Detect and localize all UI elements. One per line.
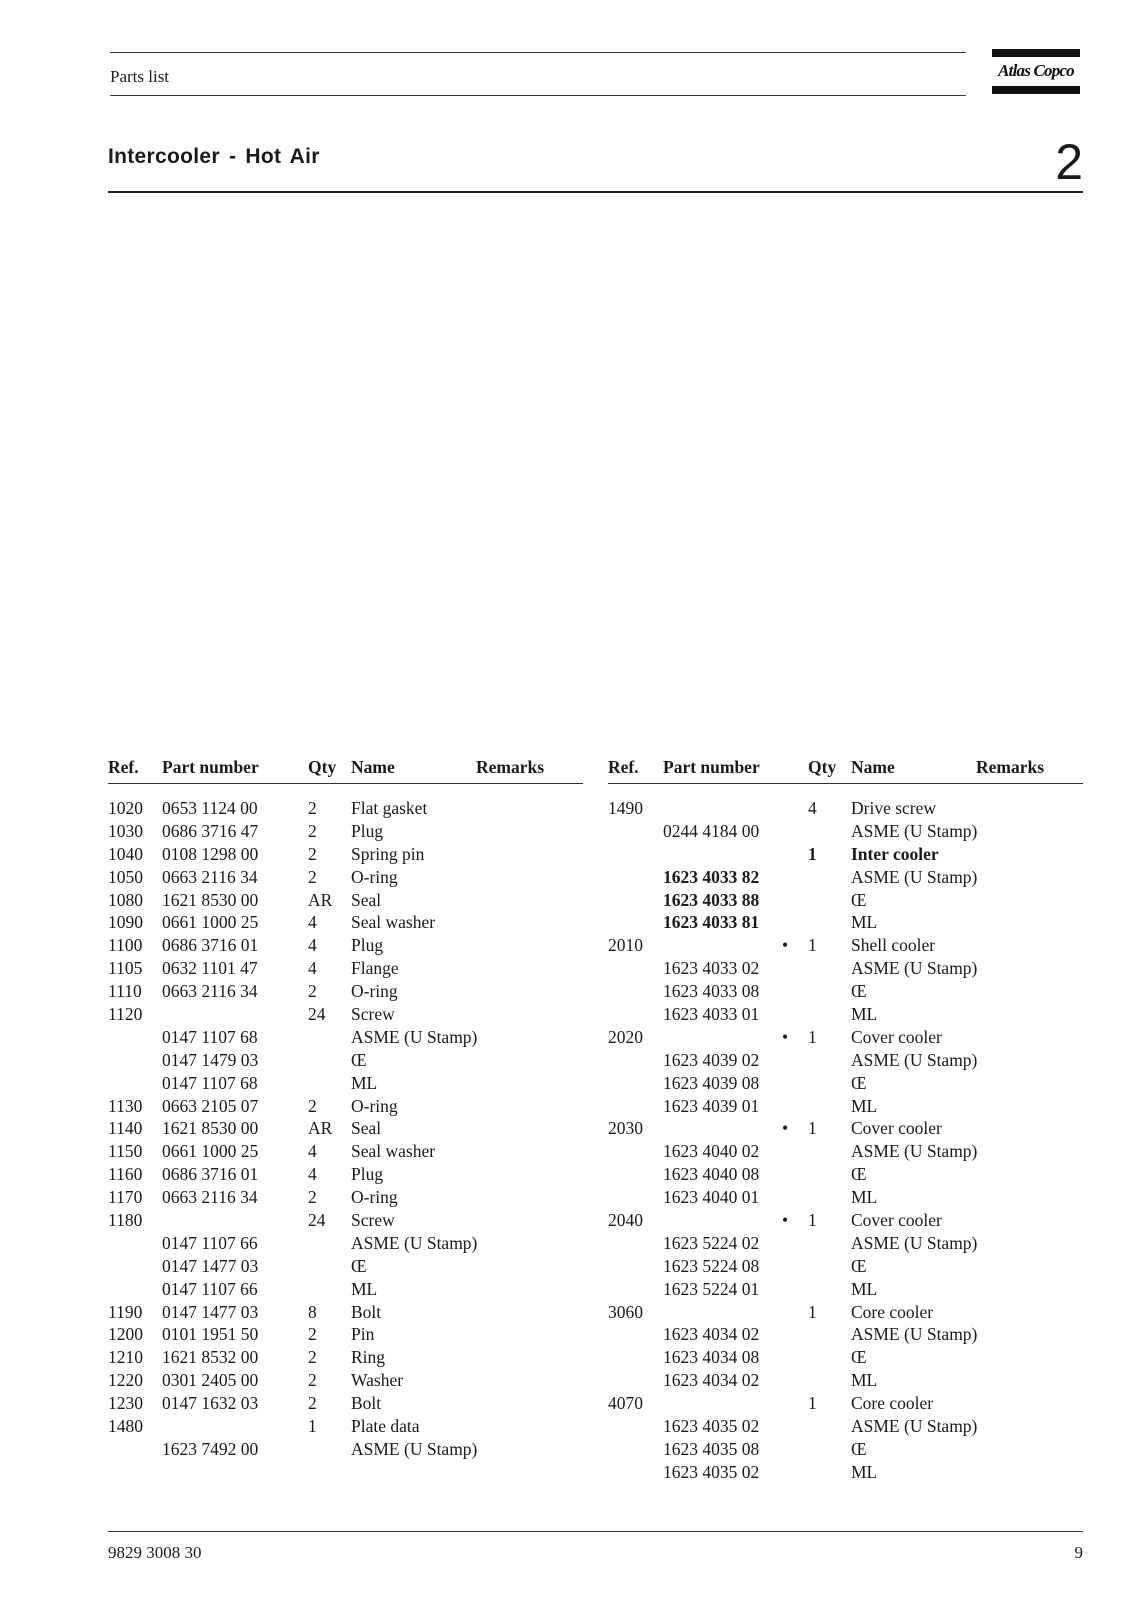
part-number-cell: 1623 4034 02 bbox=[663, 1370, 760, 1391]
ref-cell: 1050 bbox=[108, 866, 143, 887]
qty-cell: 4 bbox=[308, 1164, 317, 1185]
part-number-cell: 0147 1477 03 bbox=[162, 1255, 259, 1276]
name-cell: Pin bbox=[351, 1324, 375, 1345]
ref-cell: 1100 bbox=[108, 935, 143, 956]
name-cell: ML bbox=[851, 912, 878, 933]
name-cell: Ring bbox=[351, 1347, 386, 1368]
name-cell: Cover cooler bbox=[851, 1118, 942, 1139]
qty-cell: 2 bbox=[308, 1347, 317, 1368]
table-row bbox=[108, 821, 583, 844]
name-cell: Plug bbox=[351, 1164, 384, 1185]
col-name: Name bbox=[851, 757, 895, 777]
table-row bbox=[608, 1256, 1083, 1279]
table-row bbox=[608, 1439, 1083, 1462]
name-cell: Screw bbox=[351, 1004, 395, 1025]
col-qty: Qty bbox=[308, 757, 337, 777]
col-remarks: Remarks bbox=[976, 757, 1045, 777]
part-number-cell: 0632 1101 47 bbox=[162, 958, 258, 979]
table-row bbox=[108, 1096, 583, 1119]
name-cell: ML bbox=[351, 1278, 378, 1299]
part-number-cell: 0686 3716 01 bbox=[162, 1164, 259, 1185]
name-cell: Bolt bbox=[351, 1301, 382, 1322]
table-row bbox=[608, 821, 1083, 844]
qty-cell: 4 bbox=[308, 958, 317, 979]
table-row bbox=[608, 981, 1083, 1004]
table-row bbox=[108, 1393, 583, 1416]
part-number-cell: 0147 1107 68 bbox=[162, 1072, 258, 1093]
qty-cell: 1 bbox=[808, 1393, 817, 1414]
part-number-cell: 0686 3716 01 bbox=[162, 935, 259, 956]
table-row bbox=[108, 981, 583, 1004]
part-number-cell: 0661 1000 25 bbox=[162, 1141, 259, 1162]
qty-cell: 1 bbox=[308, 1416, 317, 1437]
qty-cell: 2 bbox=[308, 1393, 317, 1414]
name-cell: ASME (U Stamp) bbox=[851, 1232, 978, 1253]
name-cell: Plug bbox=[351, 820, 384, 841]
table-row bbox=[108, 1370, 583, 1393]
ref-cell: 1190 bbox=[108, 1301, 143, 1322]
qty-cell: 2 bbox=[308, 1187, 317, 1208]
table-row bbox=[608, 1462, 1083, 1485]
table-row bbox=[108, 1187, 583, 1210]
name-cell: Seal washer bbox=[351, 1141, 436, 1162]
name-cell: O-ring bbox=[351, 981, 398, 1002]
name-cell: ASME (U Stamp) bbox=[851, 1141, 978, 1162]
ref-cell: 1490 bbox=[608, 798, 643, 818]
ref-cell: 2010 bbox=[608, 935, 643, 956]
table-row bbox=[108, 1416, 583, 1439]
table-row bbox=[608, 1164, 1083, 1187]
table-row bbox=[608, 1073, 1083, 1096]
name-cell: O-ring bbox=[351, 1095, 398, 1116]
table-row bbox=[108, 1439, 583, 1462]
name-cell: Washer bbox=[351, 1370, 404, 1391]
name-cell: Flange bbox=[351, 958, 399, 979]
part-number-cell: 0147 1477 03 bbox=[162, 1301, 259, 1322]
part-number-cell: 1623 4034 02 bbox=[663, 1324, 760, 1345]
qty-cell: 1 bbox=[808, 935, 817, 956]
qty-cell: 4 bbox=[308, 935, 317, 956]
qty-cell: 1 bbox=[808, 1026, 817, 1047]
part-number-cell: 1623 4035 02 bbox=[663, 1416, 760, 1437]
qty-cell: 2 bbox=[308, 866, 317, 887]
part-number-cell: 1623 4035 08 bbox=[663, 1438, 760, 1459]
table-row bbox=[108, 1302, 583, 1325]
table-row bbox=[608, 1096, 1083, 1119]
qty-cell: 1 bbox=[808, 1118, 817, 1139]
part-number-cell: 1621 8532 00 bbox=[162, 1347, 259, 1368]
name-cell: Œ bbox=[851, 1438, 867, 1459]
name-cell: Œ bbox=[351, 1049, 367, 1070]
part-number-cell: 0147 1479 03 bbox=[162, 1049, 259, 1070]
section-number: 2 bbox=[1055, 134, 1083, 190]
part-number-cell: 1623 7492 00 bbox=[162, 1438, 259, 1459]
name-cell: ML bbox=[351, 1072, 378, 1093]
part-number-cell: 1621 8530 00 bbox=[162, 1118, 259, 1139]
table-row bbox=[608, 1393, 1083, 1416]
qty-cell: AR bbox=[308, 1118, 333, 1139]
ref-cell: 1150 bbox=[108, 1141, 143, 1162]
ref-cell: 1200 bbox=[108, 1324, 143, 1345]
ref-cell: 2040 bbox=[608, 1210, 643, 1231]
part-number-cell: 1623 4033 02 bbox=[663, 958, 760, 979]
qty-cell: 4 bbox=[808, 798, 817, 818]
table-row bbox=[608, 798, 1083, 821]
ref-cell: 2030 bbox=[608, 1118, 643, 1139]
page-number: 9 bbox=[1074, 1543, 1083, 1562]
part-number-cell: 0147 1107 66 bbox=[162, 1278, 258, 1299]
name-cell: ML bbox=[851, 1095, 878, 1116]
part-number-cell: 1623 4034 08 bbox=[663, 1347, 760, 1368]
section-title: Intercooler - Hot Air bbox=[108, 145, 320, 168]
ref-cell: 1130 bbox=[108, 1095, 143, 1116]
table-row bbox=[108, 1164, 583, 1187]
part-number-cell: 0108 1298 00 bbox=[162, 843, 259, 864]
table-row bbox=[608, 1279, 1083, 1302]
part-number-cell: 1623 4040 01 bbox=[663, 1187, 760, 1208]
name-cell: ASME (U Stamp) bbox=[351, 1232, 478, 1253]
table-row bbox=[108, 867, 583, 890]
part-number-cell: 1623 4039 08 bbox=[663, 1072, 760, 1093]
table-row bbox=[108, 912, 583, 935]
ref-cell: 1160 bbox=[108, 1164, 143, 1185]
name-cell: Plug bbox=[351, 935, 384, 956]
qty-cell: 2 bbox=[308, 820, 317, 841]
ref-cell: 1210 bbox=[108, 1347, 143, 1368]
figure-area bbox=[108, 200, 1083, 740]
table-row bbox=[108, 935, 583, 958]
part-number-cell: 1623 4039 01 bbox=[663, 1095, 760, 1116]
name-cell: Shell cooler bbox=[851, 935, 936, 956]
ref-cell: 1230 bbox=[108, 1393, 143, 1414]
table-row bbox=[108, 1347, 583, 1370]
table-row bbox=[608, 1370, 1083, 1393]
name-cell: ASME (U Stamp) bbox=[851, 866, 978, 887]
name-cell: Core cooler bbox=[851, 1393, 934, 1414]
part-number-cell: 1623 5224 02 bbox=[663, 1232, 760, 1253]
name-cell: O-ring bbox=[351, 866, 398, 887]
ref-cell: 1170 bbox=[108, 1187, 143, 1208]
name-cell: ML bbox=[851, 1370, 878, 1391]
name-cell: Cover cooler bbox=[851, 1026, 942, 1047]
bullet-marker: • bbox=[782, 935, 789, 956]
logo-wordmark: Atlas Copco bbox=[998, 61, 1074, 80]
table-row bbox=[108, 1118, 583, 1141]
header-label: Parts list bbox=[110, 67, 170, 86]
col-part-number: Part number bbox=[162, 757, 259, 777]
table-row bbox=[108, 1050, 583, 1073]
qty-cell: 2 bbox=[308, 1370, 317, 1391]
table-row bbox=[108, 844, 583, 867]
name-cell: ASME (U Stamp) bbox=[351, 1026, 478, 1047]
table-row bbox=[608, 1141, 1083, 1164]
ref-cell: 1020 bbox=[108, 798, 143, 818]
part-number-cell: 0147 1107 68 bbox=[162, 1026, 258, 1047]
qty-cell: AR bbox=[308, 889, 333, 910]
table-row bbox=[608, 958, 1083, 981]
name-cell: Screw bbox=[351, 1210, 395, 1231]
ref-cell: 2020 bbox=[608, 1026, 643, 1047]
ref-cell: 4070 bbox=[608, 1393, 643, 1414]
qty-cell: 1 bbox=[808, 1301, 817, 1322]
part-number-cell: 0101 1951 50 bbox=[162, 1324, 259, 1345]
col-remarks: Remarks bbox=[476, 757, 545, 777]
qty-cell: 4 bbox=[308, 1141, 317, 1162]
name-cell: Bolt bbox=[351, 1393, 382, 1414]
ref-cell: 1105 bbox=[108, 958, 143, 979]
table-body bbox=[108, 798, 583, 1462]
part-number-cell: 0663 2116 34 bbox=[162, 1187, 258, 1208]
logo-top-bar bbox=[992, 49, 1080, 57]
ref-cell: 1220 bbox=[108, 1370, 143, 1391]
ref-cell: 1480 bbox=[108, 1416, 143, 1437]
table-row bbox=[608, 1027, 1083, 1050]
name-cell: Seal bbox=[351, 889, 382, 910]
name-cell: Inter cooler bbox=[851, 843, 939, 864]
name-cell: ASME (U Stamp) bbox=[851, 820, 978, 841]
table-row bbox=[608, 1324, 1083, 1347]
qty-cell: 1 bbox=[808, 1210, 817, 1231]
table-row bbox=[108, 1256, 583, 1279]
part-number-cell: 1623 4033 88 bbox=[663, 889, 760, 910]
part-number-cell: 0653 1124 00 bbox=[162, 798, 258, 818]
name-cell: Core cooler bbox=[851, 1301, 934, 1322]
table-row bbox=[108, 890, 583, 913]
table-row bbox=[108, 1279, 583, 1302]
table-row bbox=[608, 844, 1083, 867]
name-cell: Œ bbox=[851, 981, 867, 1002]
part-number-cell: 1623 4040 08 bbox=[663, 1164, 760, 1185]
bullet-marker: • bbox=[782, 1210, 789, 1231]
name-cell: Œ bbox=[851, 1255, 867, 1276]
bullet-marker: • bbox=[782, 1118, 789, 1139]
ref-cell: 1110 bbox=[108, 981, 142, 1002]
part-number-cell: 0661 1000 25 bbox=[162, 912, 259, 933]
table-row bbox=[108, 1027, 583, 1050]
name-cell: Œ bbox=[851, 1347, 867, 1368]
name-cell: ML bbox=[851, 1461, 878, 1482]
name-cell: ML bbox=[851, 1278, 878, 1299]
part-number-cell: 0663 2105 07 bbox=[162, 1095, 259, 1116]
parts-table-right bbox=[608, 757, 1083, 1485]
title-rule bbox=[108, 191, 1083, 193]
footer-rule bbox=[108, 1531, 1083, 1532]
name-cell: Cover cooler bbox=[851, 1210, 942, 1231]
table-row bbox=[608, 1118, 1083, 1141]
part-number-cell: 1623 4039 02 bbox=[663, 1049, 760, 1070]
bullet-marker: • bbox=[782, 1026, 789, 1047]
part-number-cell: 1623 5224 01 bbox=[663, 1278, 760, 1299]
name-cell: O-ring bbox=[351, 1187, 398, 1208]
parts-table-left bbox=[108, 757, 583, 1462]
part-number-cell: 1623 4040 02 bbox=[663, 1141, 760, 1162]
table-row bbox=[608, 1210, 1083, 1233]
name-cell: Œ bbox=[851, 889, 867, 910]
table-header bbox=[608, 757, 1083, 784]
qty-cell: 1 bbox=[808, 843, 817, 864]
part-number-cell: 0663 2116 34 bbox=[162, 981, 258, 1002]
table-row bbox=[608, 1347, 1083, 1370]
logo-bottom-bar bbox=[992, 86, 1080, 94]
name-cell: Spring pin bbox=[351, 843, 425, 864]
atlas-copco-logo bbox=[992, 49, 1080, 94]
qty-cell: 8 bbox=[308, 1301, 317, 1322]
part-number-cell: 0147 1107 66 bbox=[162, 1232, 258, 1253]
table-row bbox=[608, 1416, 1083, 1439]
table-row bbox=[608, 1004, 1083, 1027]
part-number-cell: 1623 4033 82 bbox=[663, 866, 760, 887]
ref-cell: 1030 bbox=[108, 820, 143, 841]
qty-cell: 2 bbox=[308, 1324, 317, 1345]
ref-cell: 3060 bbox=[608, 1301, 643, 1322]
part-number-cell: 1623 4033 81 bbox=[663, 912, 760, 933]
name-cell: Œ bbox=[851, 1072, 867, 1093]
qty-cell: 2 bbox=[308, 1095, 317, 1116]
table-row bbox=[608, 1050, 1083, 1073]
qty-cell: 2 bbox=[308, 981, 317, 1002]
document-number: 9829 3008 30 bbox=[108, 1543, 202, 1562]
part-number-cell: 0244 4184 00 bbox=[663, 820, 760, 841]
ref-cell: 1040 bbox=[108, 843, 143, 864]
name-cell: ML bbox=[851, 1004, 878, 1025]
ref-cell: 1180 bbox=[108, 1210, 143, 1231]
name-cell: ASME (U Stamp) bbox=[851, 1324, 978, 1345]
table-row bbox=[108, 1004, 583, 1027]
ref-cell: 1080 bbox=[108, 889, 143, 910]
name-cell: Œ bbox=[351, 1255, 367, 1276]
name-cell: ML bbox=[851, 1187, 878, 1208]
part-number-cell: 1623 4035 02 bbox=[663, 1461, 760, 1482]
name-cell: Seal washer bbox=[351, 912, 436, 933]
col-qty: Qty bbox=[808, 757, 837, 777]
part-number-cell: 0147 1632 03 bbox=[162, 1393, 259, 1414]
table-row bbox=[608, 912, 1083, 935]
col-ref: Ref. bbox=[108, 757, 139, 777]
header-top-rule bbox=[110, 52, 966, 53]
table-row bbox=[608, 1233, 1083, 1256]
table-row bbox=[108, 1324, 583, 1347]
table-row bbox=[108, 1141, 583, 1164]
table-row bbox=[608, 1187, 1083, 1210]
part-number-cell: 1621 8530 00 bbox=[162, 889, 259, 910]
name-cell: ASME (U Stamp) bbox=[851, 1416, 978, 1437]
qty-cell: 24 bbox=[308, 1004, 326, 1025]
name-cell: Drive screw bbox=[851, 798, 937, 818]
col-name: Name bbox=[351, 757, 395, 777]
ref-cell: 1120 bbox=[108, 1004, 143, 1025]
col-part-number: Part number bbox=[663, 757, 760, 777]
name-cell: Seal bbox=[351, 1118, 382, 1139]
part-number-cell: 1623 4033 08 bbox=[663, 981, 760, 1002]
name-cell: ASME (U Stamp) bbox=[351, 1438, 478, 1459]
name-cell: Œ bbox=[851, 1164, 867, 1185]
table-body bbox=[608, 798, 1083, 1485]
name-cell: ASME (U Stamp) bbox=[851, 958, 978, 979]
table-row bbox=[108, 1233, 583, 1256]
table-row bbox=[608, 1302, 1083, 1325]
qty-cell: 2 bbox=[308, 843, 317, 864]
name-cell: ASME (U Stamp) bbox=[851, 1049, 978, 1070]
name-cell: Flat gasket bbox=[351, 798, 428, 818]
table-row bbox=[608, 890, 1083, 913]
ref-cell: 1090 bbox=[108, 912, 143, 933]
table-row bbox=[108, 1073, 583, 1096]
part-number-cell: 1623 5224 08 bbox=[663, 1255, 760, 1276]
name-cell: Plate data bbox=[351, 1416, 420, 1437]
table-row bbox=[608, 935, 1083, 958]
qty-cell: 24 bbox=[308, 1210, 326, 1231]
part-number-cell: 0663 2116 34 bbox=[162, 866, 258, 887]
table-row bbox=[108, 958, 583, 981]
col-ref: Ref. bbox=[608, 757, 639, 777]
qty-cell: 4 bbox=[308, 912, 317, 933]
part-number-cell: 1623 4033 01 bbox=[663, 1004, 760, 1025]
ref-cell: 1140 bbox=[108, 1118, 143, 1139]
table-header bbox=[108, 757, 583, 784]
qty-cell: 2 bbox=[308, 798, 317, 818]
table-row bbox=[108, 798, 583, 821]
table-row bbox=[608, 867, 1083, 890]
part-number-cell: 0301 2405 00 bbox=[162, 1370, 259, 1391]
header-bottom-rule bbox=[110, 95, 966, 96]
part-number-cell: 0686 3716 47 bbox=[162, 820, 259, 841]
table-row bbox=[108, 1210, 583, 1233]
